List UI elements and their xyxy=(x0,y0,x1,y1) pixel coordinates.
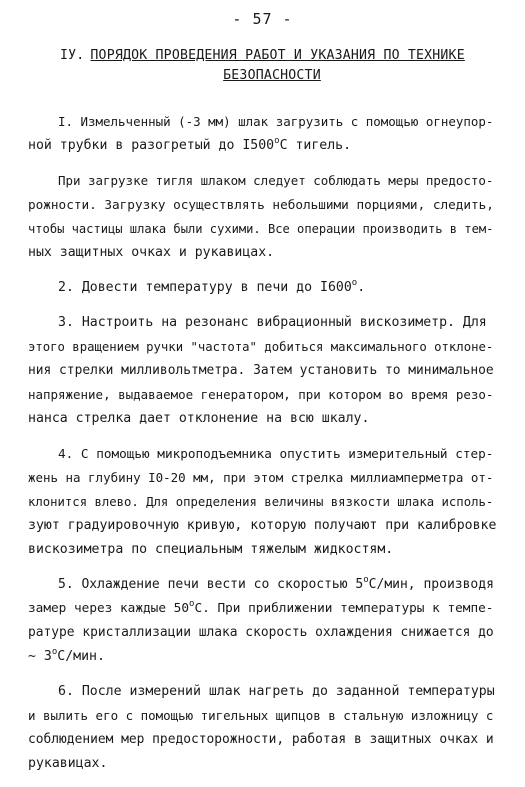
paragraph-1-cont xyxy=(28,169,498,265)
section-numeral: IУ. xyxy=(60,48,85,63)
text-line: рожности. Загрузку осуществлять небольшими порциями, следить, xyxy=(28,197,494,212)
text-line: вискозиметра по специальным тяжелым жидкостям. xyxy=(28,542,394,557)
paragraph-5 xyxy=(28,573,498,669)
text-line: 3. Настроить на резонанс вибрационный вискозиметр. Для xyxy=(58,315,487,330)
body-text xyxy=(28,110,498,787)
section-title-line2: БЕЗОПАСНОСТИ xyxy=(223,68,321,83)
text-line: соблюдением мер предосторожности, работая в защитных очках и xyxy=(28,732,494,747)
paragraph-1 xyxy=(28,110,498,158)
section-title-line1: ПОРЯДОК ПРОВЕДЕНИЯ РАБОТ И УКАЗАНИЯ ПО ТЕХНИКЕ xyxy=(90,48,465,63)
text-line: этого вращением ручки "частота" добиться максимального отклоне- xyxy=(28,340,494,354)
text-fragment: С/мин, производя xyxy=(368,577,494,592)
text-fragment: С/мин. xyxy=(57,649,105,664)
degree-mark: о xyxy=(51,647,58,657)
text-line xyxy=(28,276,498,300)
text-line xyxy=(28,573,498,597)
text-fragment: . xyxy=(357,280,366,295)
degree-mark: о xyxy=(363,575,369,585)
text-line: жень на глубину I0-20 мм, при этом стрелка миллиамперметра от- xyxy=(28,470,494,485)
text-fragment: 2. Довести температуру в печи до I600 xyxy=(58,280,352,295)
text-line: ратуре кристаллизации шлака скорость охлаждения снижается до xyxy=(28,625,494,640)
paragraph-3 xyxy=(28,311,498,431)
text-fragment: ~ 3 xyxy=(28,649,52,664)
text-fragment: С. При приближении температуры к темпе- xyxy=(194,601,494,616)
text-line: 6. После измерений шлак нагреть до заданной температуры xyxy=(58,684,495,699)
paragraph-4 xyxy=(28,442,498,562)
text-line: напряжение, выдаваемое генератором, при котором во время резо- xyxy=(28,387,494,402)
text-fragment: С тигель. xyxy=(279,138,352,153)
text-line: ния стрелки милливольтметра. Затем установить то минимальное xyxy=(28,363,494,378)
paragraph-2 xyxy=(28,276,498,300)
section-heading xyxy=(60,46,480,86)
text-line: I. Измельченный (-3 мм) шлак загрузить с помощью огнеупор- xyxy=(58,114,494,129)
text-line: и вылить его с помощью тигельных щипцов в стальную изложницу с xyxy=(28,708,494,723)
paragraph-6 xyxy=(28,680,498,776)
text-line: клонится влево. Для определения величины вязкости шлака исполь- xyxy=(28,495,494,509)
text-line: зуют градуировочную кривую, которую получают при калибровке xyxy=(28,518,497,533)
degree-mark: о xyxy=(351,278,358,288)
text-line: рукавицах. xyxy=(28,756,108,771)
text-line xyxy=(28,597,498,621)
text-fragment: ной трубки в разогретый до I500 xyxy=(28,138,275,153)
text-line: чтобы частицы шлака были сухими. Все операции производить в тем- xyxy=(28,222,494,236)
text-line xyxy=(28,645,498,669)
page-number: - 57 - xyxy=(232,10,293,28)
text-line: нанса стрелка дает отклонение на всю шкалу. xyxy=(28,411,370,426)
text-line: При загрузке тигля шлаком следует соблюдать меры предосто- xyxy=(58,173,494,188)
text-line xyxy=(28,134,498,158)
text-fragment: замер через каждые 50 xyxy=(28,601,190,616)
text-line: ных защитных очках и рукавицах. xyxy=(28,245,275,260)
degree-mark: о xyxy=(189,599,195,609)
degree-mark: о xyxy=(274,136,280,146)
text-line: 4. С помощью микроподъемника опустить измерительный стер- xyxy=(58,446,494,461)
text-fragment: 5. Охлаждение печи вести со скоростью 5 xyxy=(58,577,364,592)
